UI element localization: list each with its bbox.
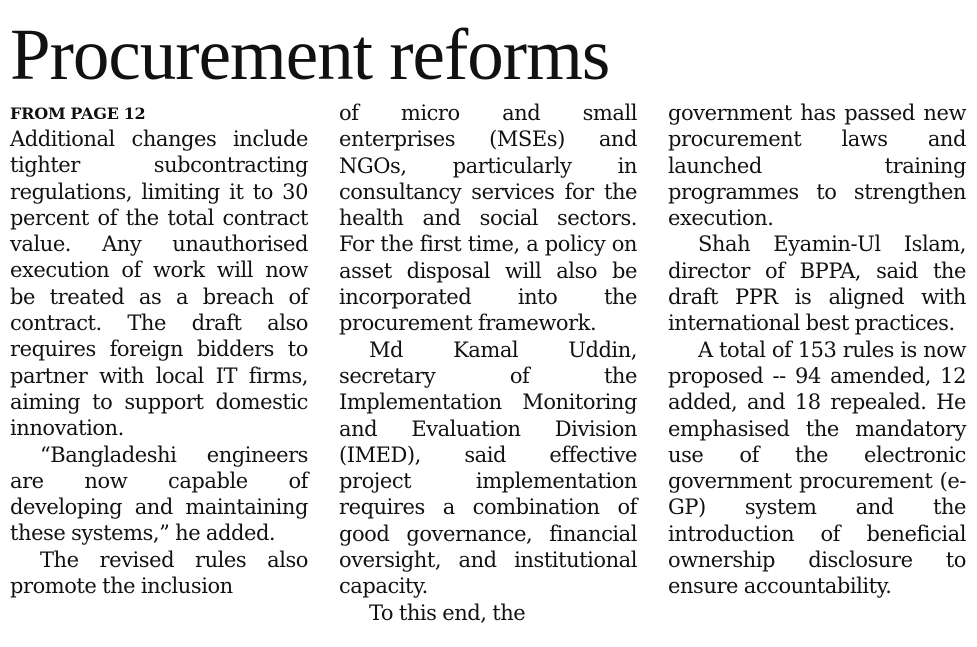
paragraph: To this end, the: [369, 600, 526, 625]
article-headline: Procurement reforms: [10, 14, 610, 95]
paragraph: government has passed new procurement laws and launched training programmes to strengthen execution.: [668, 101, 966, 231]
article-column-2: [339, 100, 637, 626]
paragraph: A total of 153 rules is now proposed -- 94 amended, 12 added, and 18 repealed. He emphasised the mandatory use of the electronic government procurement (e-GP) system and the introduction of beneficial ownership disclosure to ensure accountability.: [668, 337, 966, 599]
paragraph: Additional changes include tighter subcontracting regulations, limiting it to 30 percent of the total contract value. Any unauthorised execution of work will now be treated as a breach of contract. The draft also requires foreign bidders to partner with local IT firms, aiming to support domestic innovation.: [10, 127, 308, 441]
article-column-1: [10, 101, 308, 599]
paragraph: Md Kamal Uddin, secretary of the Implementation Monitoring and Evaluation Division (IMED), said effective project implementation requires a combination of good governance, financial oversight, and institutional capacity.: [339, 337, 637, 599]
paragraph: “Bangladeshi engineers are now capable of developing and maintaining these systems,” he added.: [10, 442, 308, 546]
article-column-3: [668, 100, 966, 600]
continuation-kicker: FROM PAGE 12: [10, 104, 146, 123]
paragraph: The revised rules also promote the inclusion: [10, 547, 308, 599]
paragraph: of micro and small enterprises (MSEs) and NGOs, particularly in consultancy services for the health and social sectors. For the first time, a policy on asset disposal will also be incorporated into the procurement framework.: [339, 101, 637, 336]
paragraph: Shah Eyamin-Ul Islam, director of BPPA, said the draft PPR is aligned with international best practices.: [668, 232, 966, 336]
